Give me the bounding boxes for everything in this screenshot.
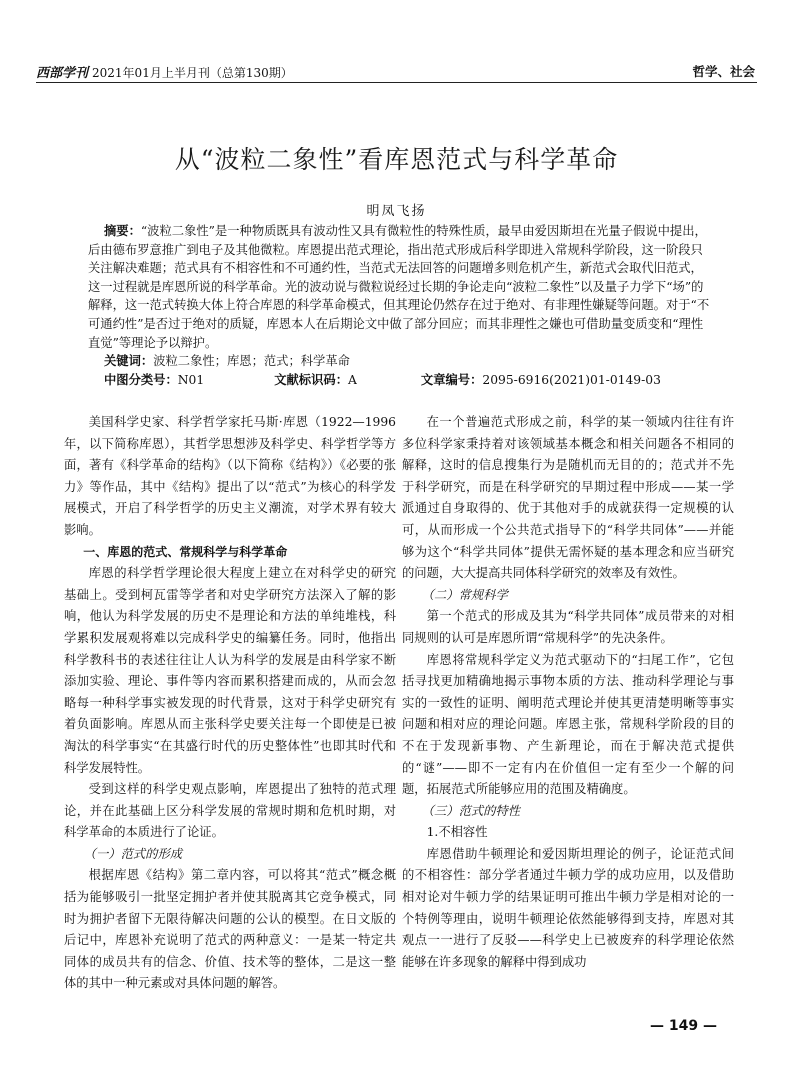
body-column-left xyxy=(64,412,396,995)
body-paragraph: 库恩借助牛顿理论和爱因斯坦理论的例子，论证范式间的不相容性：部分学者通过牛顿力学的成功应用，以及借助相对论对牛顿力学的结果证明可推出牛顿力学是相对论的一个特例等理由，说明牛顿理论依然能够得到支持，库恩对其观点一一进行了反驳——科学史上已被废弃的科学理论依然能够在许多现象的解释中得到成功 xyxy=(402,846,734,969)
body-paragraph: 在一个普遍范式形成之前，科学的某一领域内往往有许多位科学家秉持着对该领域基本概念和相关问题各不相同的解释，这时的信息搜集行为是随机而无目的的；范式并不先于科学研究，而是在科学研究的早期过程中形成——某一学派通过自身取得的、优于其他对手的成就获得一定规模的认可，从而形成一个公共范式指导下的“科学共同体”——并能够为这个“科学共同体”提供无需怀疑的基本理念和应当研究的问题，大大提高共同体科学研究的效率及有效性。 xyxy=(402,415,734,581)
doc-code-label: 文献标识码： xyxy=(274,372,348,387)
classification-line xyxy=(104,371,714,390)
keywords-label: 关键词： xyxy=(103,354,154,369)
journal-info xyxy=(36,62,293,81)
abstract-label: 摘要： xyxy=(103,224,141,238)
clc-value: N01 xyxy=(177,372,205,387)
clc-label: 中图分类号： xyxy=(103,372,178,387)
body-paragraph: 库恩将常规科学定义为范式驱动下的“扫尾工作”，它包括寻找更加精确地揭示事物本质的方法、推动科学理论与事实的一致性的证明、阐明范式理论并使其更清楚明晰等事实问题和相对应的理论问题。库恩主张，常规科学阶段的目的不在于发现新事物、产生新理论，而在于解决范式提供的“谜”——即不一定有内在价值但一定有至少一个解的问题，拓展范式所能够应用的范围及精确度。 xyxy=(402,652,734,797)
article-title: 从“波粒二象性”看库恩范式与科学革命 xyxy=(174,145,619,174)
abstract-text: “波粒二象性”是一种物质既具有波动性又具有微粒性的特殊性质，最早由爱因斯坦在光量子假说中提出，后由德布罗意推广到电子及其他微粒。库恩提出范式理论，指出范式形成后科学即进入常规科学阶段，这一阶段只关注解决难题；范式具有不相容性和不可通约性，当范式无法回答的问题增多则危机产生，新范式会取代旧范式，这一过程就是库恩所说的科学革命。光的波动说与微粒说经过长期的争论走向“波粒二象性”以及量子力学下“场”的解释，这一范式转换大体上符合库恩的科学革命模式，但其理论仍然存在过于绝对、有非理性嫌疑等问题。对于“不可通约性”是否过于绝对的质疑，库恩本人在后期论文中做了部分回应；而其非理性之嫌也可借助量变质变和“理性直觉”等理论予以辩护。 xyxy=(88,224,710,350)
body-paragraph: 受到这样的科学史观点影响，库恩提出了独特的范式理论，并在此基础上区分科学发展的常规时期和危机时期，对科学革命的本质进行了论证。 xyxy=(64,782,396,840)
section-heading: （三）范式的特性 xyxy=(421,803,521,818)
body-column-right xyxy=(402,412,734,973)
header-rule xyxy=(36,82,757,83)
abstract-paragraph xyxy=(88,222,714,352)
page-number: — 149 — xyxy=(650,1018,717,1034)
section-heading: （一）范式的形成 xyxy=(83,846,183,861)
body-paragraph: 库恩的科学哲学理论很大程度上建立在对科学史的研究基础上。受到柯瓦雷等学者和对史学研究方法深入了解的影响，他认为科学发展的历史不是理论和方法的单纯堆栈，科学累积发展观将难以完成科学史的编纂任务。同时，他指出科学教科书的表述往往让人认为科学的发展是由科学家不断添加实验、理论、事件等内容而累积搭建而成的，从而会忽略每一种科学事实被发现的时代背景，这对于科学史研究有着负面影响。库恩从而主张科学史要关注每一个即使是已被淘汰的科学事实“在其盛行时代的历史整体性”也即其时代和科学发展特性。 xyxy=(64,566,396,775)
doc-code-value: A xyxy=(348,372,357,387)
issue-info: 2021年01月上半月刊（总第130期） xyxy=(92,66,293,80)
keywords-text: 波粒二象性；库恩；范式；科学革命 xyxy=(153,354,350,369)
article-number-label: 文章编号： xyxy=(420,372,483,387)
journal-name: 西部学刊 xyxy=(36,66,89,81)
author-name: 明凤飞扬 xyxy=(366,204,427,219)
section-heading: 一、库恩的范式、常规科学与科学革命 xyxy=(83,544,288,559)
section-heading: （二）常规科学 xyxy=(421,587,508,602)
keywords-line xyxy=(104,352,714,371)
abstract-block xyxy=(88,222,714,389)
article-number-value: 2095-6916(2021)01-0149-03 xyxy=(482,372,661,387)
page-header xyxy=(36,60,757,82)
body-paragraph: 第一个范式的形成及其为“科学共同体”成员带来的对相同规则的认可是库恩所谓“常规科学”的先决条件。 xyxy=(402,609,734,645)
body-paragraph: 美国科学史家、科学哲学家托马斯·库恩（1922—1996年，以下简称库恩），其哲学思想涉及科学史、科学哲学等方面，著有《科学革命的结构》（以下简称《结构》）《必要的张力》等作品，其中《结构》提出了以“范式”为核心的科学发展模式，开启了科学哲学的历史主义潮流，对学术界有较大影响。 xyxy=(64,415,396,537)
section-label: 哲学、社会 xyxy=(692,64,755,79)
section-heading: 1.不相容性 xyxy=(426,825,488,840)
body-paragraph: 根据库恩《结构》第二章内容，可以将其“范式”概念概括为能够吸引一批坚定拥护者并使其脱离其它竞争模式，同时为拥护者留下无限待解决问题的公认的模型。在日文版的后记中，库恩补充说明了范式的两种意义：一是某一特定共同体的成员共有的信念、价值、技术等的整体，二是这一整体的其中一种元素或对具体问题的解答。 xyxy=(64,868,396,991)
